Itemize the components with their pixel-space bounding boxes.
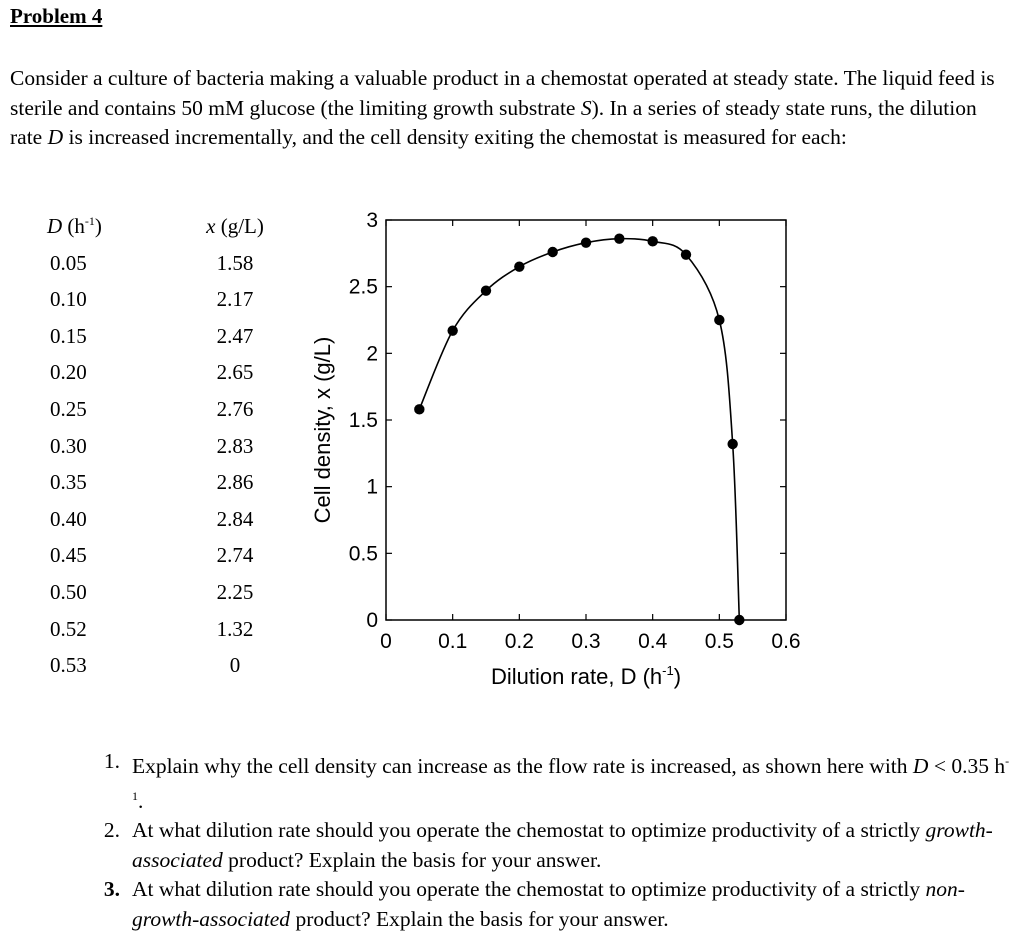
- cell-dilution-rate: 0.20: [50, 360, 87, 385]
- problem-title: Problem 4: [10, 4, 103, 28]
- y-axis-label: Cell density, x (g/L): [310, 336, 335, 524]
- data-point: [714, 315, 724, 325]
- x-tick-label: 0.1: [438, 630, 468, 653]
- cell-density-value: 0: [229, 653, 241, 678]
- data-point: [647, 236, 657, 246]
- cell-density-value: 2.25: [216, 579, 254, 604]
- y-tick-label: 3: [366, 209, 378, 232]
- cell-dilution-rate: 0.35: [50, 470, 87, 495]
- y-tick-label: 1: [366, 475, 378, 499]
- y-tick-label: 1.5: [348, 409, 378, 432]
- cell-dilution-rate: 0.52: [50, 616, 87, 641]
- cell-density-value: 2.83: [216, 433, 254, 458]
- x-tick-label: 0: [380, 630, 392, 653]
- data-point: [481, 285, 491, 295]
- cell-dilution-rate: 0.30: [50, 433, 87, 458]
- x-tick-label: 0.5: [704, 630, 734, 653]
- y-tick-label: 2.5: [348, 275, 378, 299]
- cell-dilution-rate: 0.45: [50, 543, 87, 568]
- cell-dilution-rate: 0.15: [50, 323, 87, 348]
- x-axis-label: Dilution rate, D $(h^{-1})$: [490, 663, 682, 689]
- cell-density-chart: [300, 204, 820, 694]
- series-line: [419, 239, 739, 620]
- cell-density-value: 2.74: [216, 543, 254, 568]
- cell-density-value: 1.58: [216, 250, 254, 275]
- data-point: [447, 325, 457, 335]
- cell-density-value: 1.32: [216, 616, 254, 641]
- problem-intro: Consider a culture of bacteria making a valuable product in a chemostat operated at steady state. The liquid feed is sterile and contains 50 mM glucose (the limiting growth substrate S). In a series of steady state runs, the dilution rate D is increased incrementally, and the cell density exiting the chemostat is measured for each:: [10, 66, 995, 149]
- cell-dilution-rate: 0.50: [50, 579, 87, 604]
- cell-dilution-rate: 0.10: [50, 287, 87, 312]
- x-tick-label: 0.4: [638, 630, 668, 653]
- cell-density-value: 2.65: [216, 360, 254, 385]
- question-2: 2. At what dilution rate should you operate the chemostat to optimize productivity of a strictly growth-associated product? Explain the basis for your answer.: [103, 818, 993, 872]
- cell-dilution-rate: 0.05: [50, 250, 87, 275]
- y-tick-label: 0: [366, 609, 378, 632]
- question-3: 3. At what dilution rate should you operate the chemostat to optimize productivity of a strictly non-growth-associated product? Explain the basis for your answer.: [103, 877, 965, 931]
- cell-density-value: 2.84: [216, 506, 254, 531]
- data-point: [547, 247, 557, 257]
- data-point: [414, 404, 424, 414]
- data-point: [727, 439, 737, 449]
- cell-dilution-rate: 0.53: [50, 653, 87, 678]
- header-dilution-rate: D $(h^{-1})$: [47, 214, 102, 238]
- cell-density-value: 2.47: [216, 323, 254, 348]
- y-tick-label: 0.5: [348, 542, 378, 566]
- data-point: [734, 615, 744, 625]
- cell-dilution-rate: 0.25: [50, 396, 87, 421]
- data-point: [681, 249, 691, 259]
- data-point: [614, 233, 624, 243]
- x-tick-label: 0.2: [504, 630, 534, 653]
- question-1: 1. Explain why the cell density can increase as the flow rate is increased, as shown here with D < 0.35 $h^{-1}$.: [103, 749, 1010, 813]
- y-tick-label: 2: [366, 342, 378, 366]
- data-point: [581, 237, 591, 247]
- plot-frame: [386, 220, 786, 620]
- cell-density-value: 2.76: [216, 396, 254, 421]
- data-point: [514, 261, 524, 271]
- cell-density-value: 2.86: [216, 470, 254, 495]
- x-tick-label: 0.6: [771, 630, 801, 653]
- cell-dilution-rate: 0.40: [50, 506, 87, 531]
- cell-density-value: 2.17: [216, 287, 254, 312]
- x-tick-label: 0.3: [571, 630, 601, 653]
- header-cell-density: x (g/L): [206, 214, 264, 238]
- question-list: [90, 747, 1010, 934]
